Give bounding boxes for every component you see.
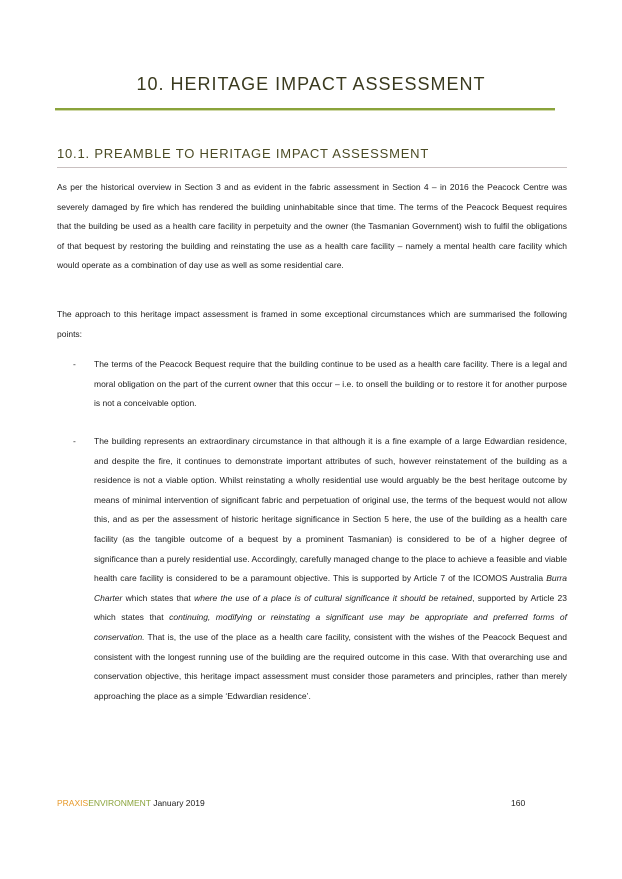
bullet-text-segment: The building represents an extraordinary circumstance in that although it is a fine example of a large Edwardian residence, and despite the fire, it continues to demonstrate important attributes of such, however reinstatement of the building as a residence is not a viable option. Whilst reinstating a wholly residential use would arguably be the best heritage outcome by means of minimal intervention of significant fabric and perpetuation of original use, the terms of the bequest would not allow this, and as per the assessment of historic heritage significance in Section 5 here, the use of the building as a health care facility (as the tangible outcome of a bequest by a prominent Tasmanian) is considered to be of a higher degree of significance than a purely residential use. Accordingly, carefully managed change to the place to achieve a feasible and viable health care facility is considered to be a paramount objective. This is supported by Article 7 of the ICOMOS Australia bbox=[94, 436, 567, 584]
paragraph-approach: The approach to this heritage impact assessment is framed in some exceptional circumstances which are summarised the following points: bbox=[57, 309, 567, 339]
page-number: 160 bbox=[511, 798, 526, 808]
bullet-text: The terms of the Peacock Bequest require that the building continue to be used as a health care facility. There is a legal and moral obligation on the part of the current owner that this occur – i.e. to onsell the building or to restore it for another purpose is not a conceivable option. bbox=[94, 359, 567, 409]
article-23-quote: continuing, modifying or reinstating a significant use may be appropriate and preferred forms of conservation. bbox=[94, 612, 568, 642]
heading-divider bbox=[55, 108, 555, 111]
bullet-text bbox=[94, 432, 567, 706]
bullet-text-segment: which states that bbox=[122, 592, 195, 603]
burra-charter-title: Burra Charter bbox=[94, 573, 567, 603]
brand-environment: ENVIRONMENT bbox=[88, 798, 151, 808]
section-heading: 10. HERITAGE IMPACT ASSESSMENT bbox=[136, 74, 486, 94]
subheading-divider bbox=[57, 167, 567, 168]
footer-date: January 2019 bbox=[150, 798, 205, 808]
subsection-heading: 10.1. PREAMBLE TO HERITAGE IMPACT ASSESSMENT bbox=[57, 146, 430, 161]
bullet-item bbox=[57, 355, 567, 414]
bullet-item bbox=[57, 432, 567, 706]
footer-brand bbox=[57, 798, 205, 808]
brand-praxis: PRAXIS bbox=[57, 798, 89, 808]
bullet-text-segment: That is, the use of the place as a health care facility, consistent with the wishes of the Peacock Bequest and consistent with the longest running use of the building are the required outcome in this case. With that overarching use and conservation objective, this heritage impact assessment must consider those parameters and principles, rather than merely approaching the place as a simple ‘Edwardian residence’. bbox=[94, 631, 567, 701]
bullet-text-segment: , supported by Article 23 which states that bbox=[94, 592, 567, 623]
article-7-quote: where the use of a place is of cultural significance it should be retained bbox=[194, 592, 473, 603]
bullet-marker: - bbox=[73, 436, 76, 446]
bullet-marker: - bbox=[73, 359, 76, 369]
paragraph-intro: As per the historical overview in Section 3 and as evident in the fabric assessment in Section 4 – in 2016 the Peacock Centre was severely damaged by fire which has rendered the building uninhabitable since that time. The terms of the Peacock Bequest requires that the building be used as a health care facility in perpetuity and the owner (the Tasmanian Government) wish to fulfil the obligations of that bequest by restoring the building and reinstating the use as a health care facility – namely a mental health care facility which would operate as a combination of day use as well as some residential care. bbox=[57, 182, 567, 271]
